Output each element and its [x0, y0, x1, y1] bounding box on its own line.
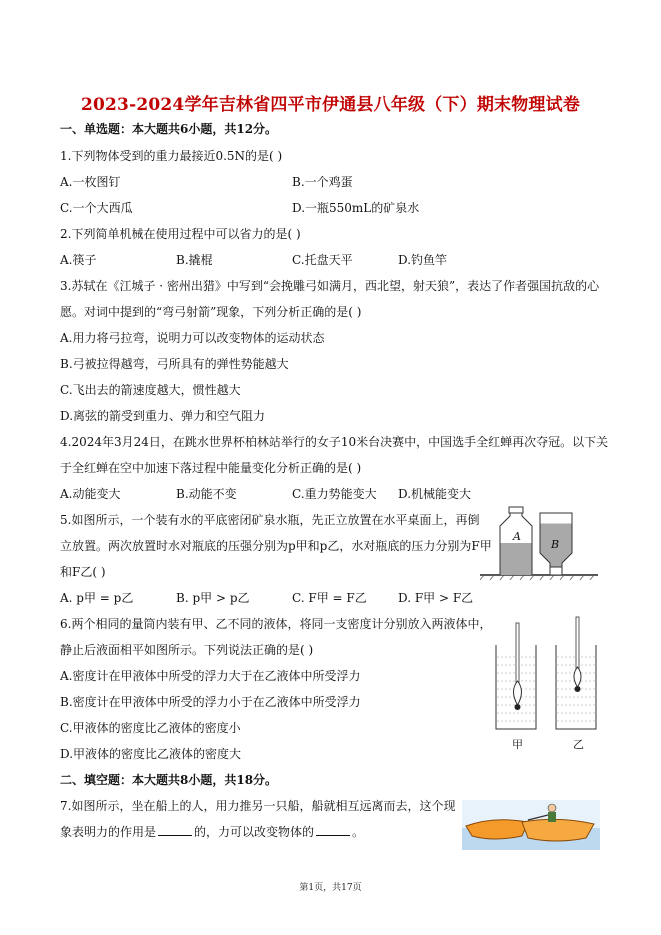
page-title: 2023-2024学年吉林省四平市伊通县八年级（下）期末物理试卷 [80, 95, 581, 115]
question-4-stem-line2: 于全红蝉在空中加速下落过程中能量变化分析正确的是( ) [60, 461, 362, 475]
q1-option-c: C.一个大西瓜 [60, 201, 133, 215]
q2-option-b: B.撬棍 [176, 253, 213, 267]
q2-option-d: D.钓鱼竿 [398, 253, 448, 267]
q5-option-a: A. p甲 = p乙 [60, 591, 134, 605]
q3-option-c: C.飞出去的箭速度越大，惯性越大 [60, 383, 241, 397]
hydrometer-figure [492, 615, 604, 733]
cylinder-jia-label: 甲 [512, 738, 523, 751]
q4-option-b: B.动能不变 [176, 487, 237, 501]
question-7-stem-line2 [60, 824, 364, 840]
question-5-stem-line3: 和F乙( ) [60, 565, 106, 579]
q1-option-b: B.一个鸡蛋 [292, 175, 353, 189]
q5-option-c: C. F甲 = F乙 [292, 591, 367, 605]
cylinder-yi-label: 乙 [573, 738, 584, 751]
section-heading-single-choice: 一、单选题：本大题共6小题，共12分。 [60, 122, 278, 136]
page-footer: 第1页，共17页 [299, 883, 362, 893]
boats-figure [462, 800, 600, 850]
q7-blank-2[interactable] [316, 824, 350, 836]
bottle-a-label: A [513, 530, 521, 543]
q7-text-part2: 的，力可以改变物体的 [194, 825, 315, 839]
q3-option-a: A.用力将弓拉弯，说明力可以改变物体的运动状态 [60, 331, 325, 345]
q4-option-d: D.机械能变大 [398, 487, 472, 501]
section-heading-fill-in: 二、填空题：本大题共8小题，共18分。 [60, 773, 278, 787]
question-7-stem-line1: 7.如图所示，坐在船上的人，用力推另一只船，船就相互远离而去，这个现 [60, 799, 456, 813]
q5-option-d: D. F甲 > F乙 [398, 591, 474, 605]
q4-option-c: C.重力势能变大 [292, 487, 377, 501]
question-3-stem-line2: 愿。对词中提到的“弯弓射箭”现象，下列分析正确的是( ) [60, 305, 362, 319]
q7-text-part1: 象表明力的作用是 [60, 825, 157, 839]
question-1-stem: 1.下列物体受到的重力最接近0.5N的是( ) [60, 149, 283, 163]
q6-option-a: A.密度计在甲液体中所受的浮力大于在乙液体中所受浮力 [60, 669, 361, 683]
bottle-b-label: B [551, 538, 560, 551]
question-6-stem-line1: 6.两个相同的量筒内装有甲、乙不同的液体，将同一支密度计分别放入两液体中， [60, 617, 492, 631]
question-4-stem-line1: 4.2024年3月24日，在跳水世界杯柏林站举行的女子10米台决赛中，中国选手全红蝉再次夺冠。以下关 [60, 435, 609, 449]
question-3-stem-line1: 3.苏轼在《江城子 · 密州出猎》中写到“会挽雕弓如满月，西北望，射天狼”，表达了作者强国抗敌的心 [60, 279, 600, 293]
q1-option-a: A.一枚图钉 [60, 175, 121, 189]
q6-option-d: D.甲液体的密度比乙液体的密度大 [60, 747, 242, 761]
question-6-stem-line2: 静止后液面相平如图所示。下列说法正确的是( ) [60, 643, 314, 657]
q5-option-b: B. p甲 > p乙 [176, 591, 250, 605]
q2-option-a: A.筷子 [60, 253, 97, 267]
q4-option-a: A.动能变大 [60, 487, 121, 501]
q2-option-c: C.托盘天平 [292, 253, 353, 267]
q7-text-part3: 。 [352, 825, 365, 839]
q6-option-b: B.密度计在甲液体中所受的浮力小于在乙液体中所受浮力 [60, 695, 361, 709]
bottles-figure [480, 505, 600, 580]
q3-option-b: B.弓被拉得越弯，弓所具有的弹性势能越大 [60, 357, 289, 371]
q3-option-d: D.离弦的箭受到重力、弹力和空气阻力 [60, 409, 266, 423]
question-5-stem-line2: 立放置。两次放置时水对瓶底的压强分别为p甲和p乙，水对瓶底的压力分别为F甲 [60, 539, 492, 553]
q7-blank-1[interactable] [158, 824, 192, 836]
q6-option-c: C.甲液体的密度比乙液体的密度小 [60, 721, 241, 735]
question-2-stem: 2.下列简单机械在使用过程中可以省力的是( ) [60, 227, 301, 241]
question-5-stem-line1: 5.如图所示，一个装有水的平底密闭矿泉水瓶，先正立放置在水平桌面上，再倒 [60, 513, 480, 527]
q1-option-d: D.一瓶550mL的矿泉水 [292, 201, 420, 215]
